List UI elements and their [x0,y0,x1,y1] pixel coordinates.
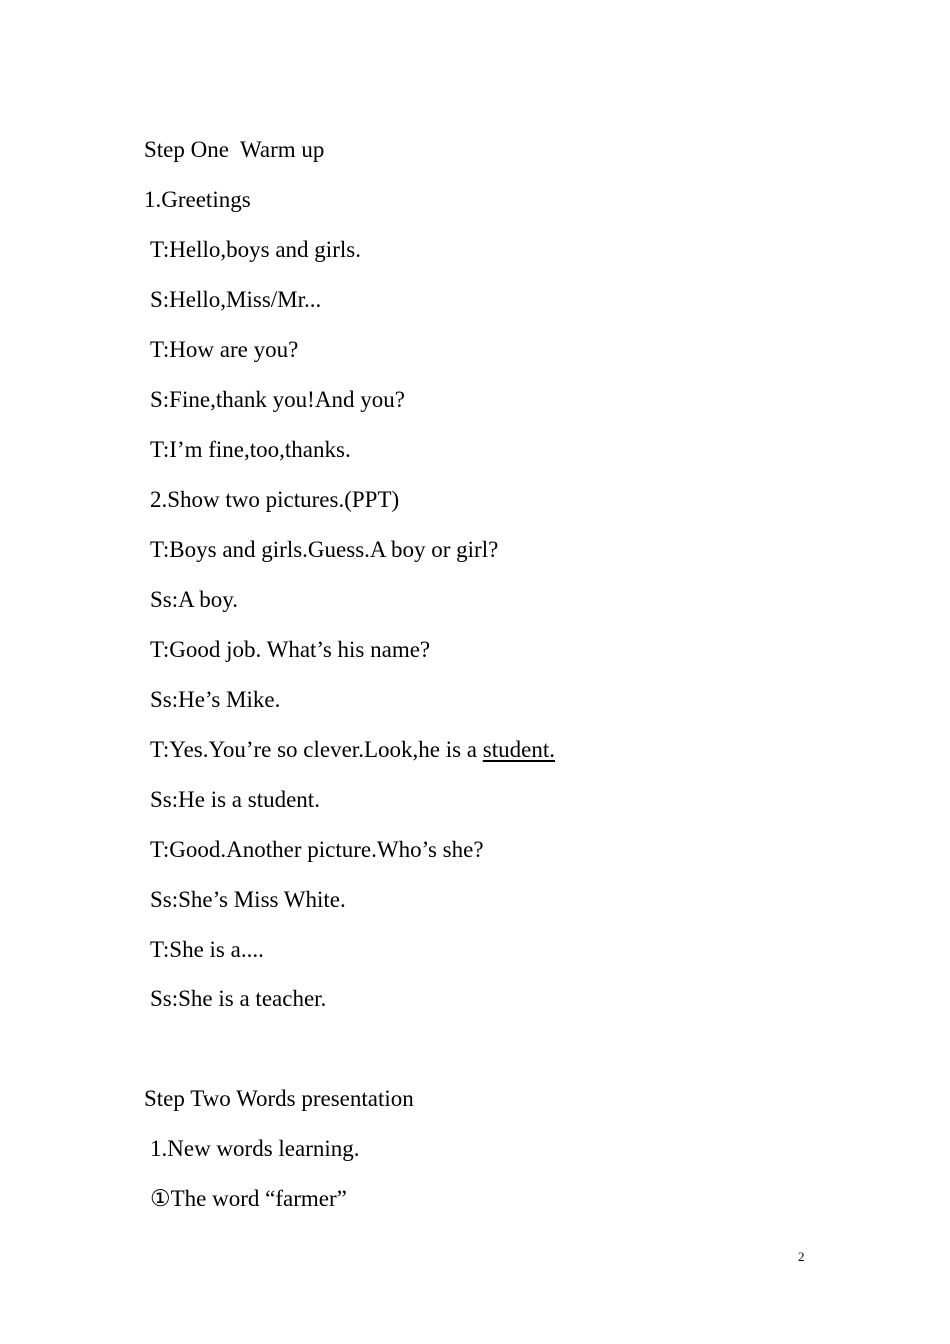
dialogue-line: T:She is a.... [150,937,264,962]
dialogue-line: T:Boys and girls.Guess.A boy or girl? [150,537,499,562]
dialogue-line: T:I’m fine,too,thanks. [150,437,351,462]
dialogue-line: Ss:He’s Mike. [150,687,281,712]
dialogue-line: Ss:She’s Miss White. [150,887,346,912]
dialogue-line: S:Fine,thank you!And you? [150,387,405,412]
dialogue-line: T:Good job. What’s his name? [150,637,431,662]
dialogue-line: T:How are you? [150,337,299,362]
underlined-word: student. [482,737,555,762]
dialogue-line-with-underline [150,736,555,764]
dialogue-line: Ss:She is a teacher. [150,986,327,1011]
dialogue-line: Ss:He is a student. [150,787,320,812]
new-words-heading: 1.New words learning. [150,1136,360,1161]
page-number: 2 [798,1249,805,1264]
dialogue-line: Ss:A boy. [150,587,238,612]
dialogue-line: T:Hello,boys and girls. [150,237,361,262]
step-one-heading: Step One Warm up [144,137,325,162]
dialogue-text: T:Yes.You’re so clever.Look,he is a [150,737,483,762]
show-pictures-heading: 2.Show two pictures.(PPT) [150,487,400,512]
greetings-heading: 1.Greetings [144,187,251,212]
dialogue-line: S:Hello,Miss/Mr... [150,287,322,312]
word-item: ①The word “farmer” [150,1186,347,1211]
dialogue-line: T:Good.Another picture.Who’s she? [150,837,484,862]
step-two-heading: Step Two Words presentation [144,1086,414,1111]
